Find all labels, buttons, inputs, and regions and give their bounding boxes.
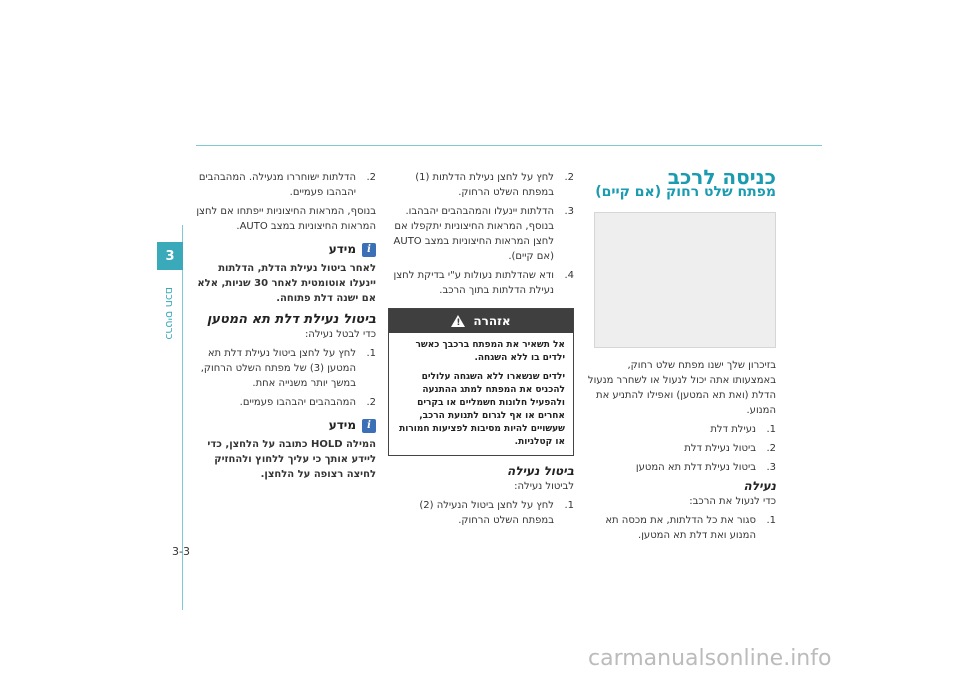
list-text: הדלתות יינעלו והמהבהבים יהבהבו. בנוסף, המראות החיצוניות יתקפלו אם לחצן המראות החיצוניות במצב AUTO (אם קיים). (393, 206, 554, 262)
middle-column (388, 170, 574, 532)
info-note-header (190, 418, 376, 433)
section-title: מפתח שלט רחוק (אם קיים) (595, 184, 776, 200)
warning-triangle-icon (451, 315, 465, 327)
vertical-chapter-title (148, 287, 188, 407)
trunk-heading: ביטול נעילת דלת תא המטען (206, 312, 376, 327)
list-text: נעילת דלת (710, 424, 756, 435)
right-column (586, 165, 776, 547)
lock-heading: נעילה (743, 479, 776, 493)
list-number: 1. (766, 424, 776, 435)
warning-body (389, 333, 573, 455)
list-number: 2. (366, 397, 376, 408)
list-text: לחץ על לחצן ביטול הנעילה (2) במפתח השלט הרחוק. (419, 500, 554, 526)
list-item (190, 395, 376, 410)
list-number: 4. (564, 270, 574, 281)
list-text: סגור את כל הדלתות, את מכסה תא המנוע ואת דלת תא המטען. (605, 515, 756, 541)
info-note-title: מידע (328, 418, 356, 432)
top-rule (196, 145, 822, 146)
watermark: carmanualsonline.info (588, 646, 832, 671)
left-column (190, 170, 376, 482)
list-item (388, 170, 574, 200)
info-note-text: לאחר ביטול נעילת הדלת, הדלתות יינעלו אוטומטית לאחר 30 שניות, אלא אם ישנה דלת פתוחה. (197, 263, 376, 304)
list-item (586, 513, 776, 543)
mirrors-paragraph: בנוסף, המראות החיצוניות ייפתחו אם לחצן המראות החיצוניות במצב AUTO. (196, 206, 376, 232)
lock-intro: כדי לנעול את הרכב: (689, 496, 776, 507)
info-note-header (190, 242, 376, 257)
info-note-title: מידע (328, 242, 356, 256)
warning-title: אזהרה (473, 313, 511, 328)
warning-header (389, 309, 573, 333)
list-number: 1. (366, 348, 376, 359)
page-number: 3-3 (172, 545, 190, 558)
list-number: 1. (564, 500, 574, 511)
list-text: ביטול נעילת דלת תא המטען (635, 462, 756, 473)
list-item (388, 268, 574, 298)
list-item (388, 498, 574, 528)
list-number: 3. (564, 206, 574, 217)
list-text: הדלתות ישוחררו מנעילה. המהבהבים יהבהבו פעמיים. (198, 172, 356, 198)
list-text: לחץ על לחצן ביטול נעילת דלת תא המטען (3) של מפתח השלט הרחוק, במשך יותר משנייה אחת. (200, 348, 356, 389)
list-item (586, 441, 776, 456)
page-title: כניסה לרכב (667, 165, 776, 189)
intro-paragraph: בזיכרון שלך ישנו מפתח שלט רחוק, באמצעותו אתה יכול לנעול או לשחרר מנעול הדלת (ואת תא המטען) ואפילו להתניע את המנוע. (587, 360, 776, 416)
list-item (586, 460, 776, 475)
list-item (190, 170, 376, 200)
info-icon: i (362, 243, 376, 257)
chapter-badge: 3 (157, 242, 183, 270)
list-number: 3. (766, 462, 776, 473)
vertical-chapter-label: כרטיס חכם (163, 287, 176, 340)
key-image (594, 212, 776, 348)
list-number: 2. (766, 443, 776, 454)
trunk-intro: כדי לבטל נעילה: (304, 329, 376, 340)
list-text: ודא שהדלתות נעולות ע"י בדיקת לחצן נעילת הדלתות בתוך הרכב. (393, 270, 554, 296)
warning-text: ילדים שנשארו ללא השגחה עלולים להכניס את המפתח למתג ההתנעה ולהפעיל חלונות חשמליים או בקרים אחרים או אף לגרום לתנועת הרכב, שעשויים להיות מסיבות לפציעות חמורות או קטלניות. (399, 372, 565, 447)
warning-text: אל תשאיר את המפתח ברכבך כאשר ילדים בו ללא השגחה. (415, 340, 565, 363)
list-number: 2. (564, 172, 574, 183)
list-number: 1. (766, 515, 776, 526)
unlock-heading: ביטול נעילה (506, 464, 574, 478)
info-icon: i (362, 419, 376, 433)
list-item (388, 204, 574, 264)
warning-box (388, 308, 574, 456)
list-text: ביטול נעילת דלת (684, 443, 756, 454)
unlock-intro: לביטול נעילה: (514, 481, 574, 492)
info-note-text: המילה HOLD כתובה על הלחצן, כדי ליידע אותך כי עליך ללחוץ ולהחזיק לחיצה רצופה על הלחצן. (207, 439, 376, 480)
list-item (190, 346, 376, 391)
list-number: 2. (366, 172, 376, 183)
list-text: המהבהבים יהבהבו פעמיים. (239, 397, 356, 408)
list-item (586, 422, 776, 437)
list-text: לחץ על לחצן נעילת הדלתות (1) במפתח השלט הרחוק. (415, 172, 554, 198)
